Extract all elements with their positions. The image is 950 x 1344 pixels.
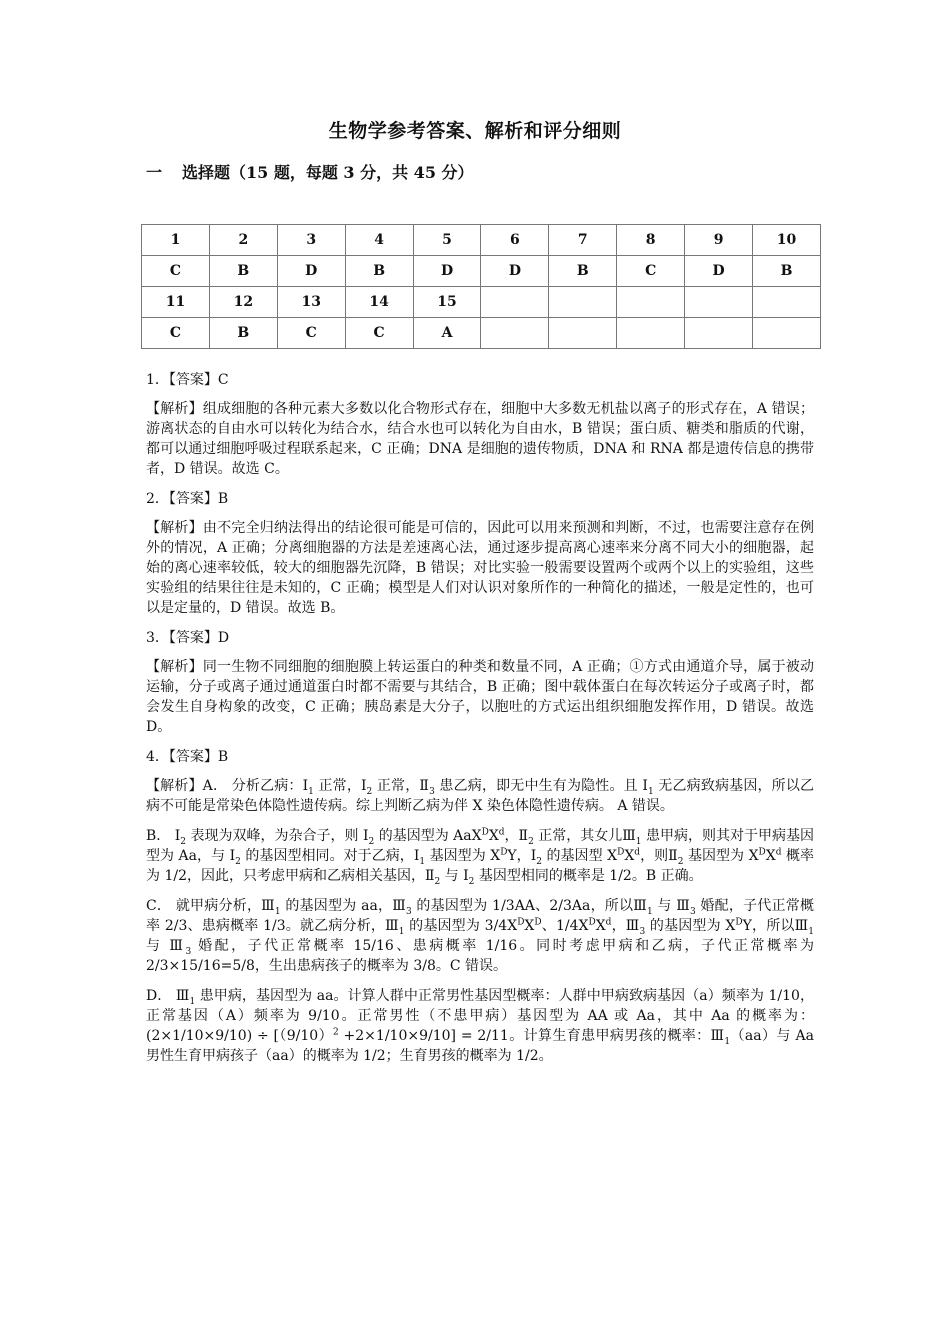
table-row xyxy=(142,287,821,318)
table-cell: C xyxy=(645,263,657,279)
text-run: X xyxy=(765,848,776,864)
table-cell: D xyxy=(508,263,521,279)
text-run: ，Ⅱ xyxy=(504,828,529,844)
superscript: d xyxy=(775,847,782,858)
superscript: D xyxy=(617,847,625,858)
text-run: 婚配，子代正常概率 15/16、患病概率 1/16。同时考虑甲病和乙病，子代正常概率为 2/3×15/16=5/8，生出患病孩子的概率为 3/8。C 错误。 xyxy=(146,938,815,974)
table-cell: C xyxy=(169,263,182,279)
text-run: 的基因型为 1/3AA、2/3Aa，所以Ⅲ xyxy=(411,898,647,914)
subscript: 2 xyxy=(235,856,241,867)
table-cell: C xyxy=(169,325,182,341)
table-cell: C xyxy=(373,325,385,341)
q4-analysis-a xyxy=(146,776,814,816)
subscript: 3 xyxy=(405,906,412,917)
subscript: 1 xyxy=(635,836,642,847)
q1-answer: 1．【答案】C xyxy=(146,372,229,388)
table-cell: C xyxy=(305,325,317,341)
q4-analysis-d xyxy=(146,986,814,1066)
subscript: 1 xyxy=(398,926,405,937)
table-cell: A xyxy=(441,325,453,341)
subscript: 2 xyxy=(434,876,441,887)
text-run: 与 I xyxy=(440,868,469,884)
text-run: 正常，Ⅱ xyxy=(372,778,430,794)
subscript: 1 xyxy=(274,906,281,917)
table-cell: 6 xyxy=(510,232,520,248)
subscript: 2 xyxy=(180,836,187,847)
subscript: 2 xyxy=(468,876,475,887)
table-cell: 3 xyxy=(306,232,317,248)
table-cell: 1 xyxy=(170,232,181,248)
text-run: X xyxy=(488,828,499,844)
text-run: 患乙病，即无中生有为隐性。且 I xyxy=(434,778,648,794)
superscript: d xyxy=(634,847,641,858)
subscript: 1 xyxy=(419,856,426,867)
superscript: 2 xyxy=(332,1027,339,1038)
q3-analysis: 【解析】同一生物不同细胞的细胞膜上转运蛋白的种类和数量不同，A 正确；①方式由通道介导，属于被动运输，分子或离子通过通道蛋白时都不需要与其结合，B 正确；图中载体蛋白在每次转运分子或离子时，都会发生自身构象的改变，C 正确；胰岛素是大分子，以胞吐的方式运出组织细胞发挥作用，D 错误。故选 D。 xyxy=(146,659,814,735)
q2-analysis: 【解析】由不完全归纳法得出的结论很可能是可信的，因此可以用来预测和判断，不过，也需要注意存在例外的情况，A 正确；分离细胞器的方法是差速离心法，通过逐步提高离心速率来分离不同大小的细胞器，起始的离心速率较低，较大的细胞器先沉降，B 错误；对比实验一般需要设置两个或两个以上的实验组，这些实验组的结果往往是未知的，C 正确；模型是人们对认识对象所作的一种简化的描述，一般是定性的，也可以是定量的，D 错误。故选 B。 xyxy=(146,520,814,616)
text-run: B． I xyxy=(146,828,181,844)
superscript: D xyxy=(517,917,525,928)
text-run: C． 就甲病分析，Ⅲ xyxy=(146,898,275,914)
text-run: 的基因型 X xyxy=(542,848,618,864)
superscript: D xyxy=(534,917,542,928)
q2-answer: 2．【答案】B xyxy=(146,491,229,507)
table-row xyxy=(142,225,821,256)
subscript: 3 xyxy=(429,786,435,797)
table-cell: 14 xyxy=(369,294,389,310)
text-run: 基因型为 X xyxy=(425,848,501,864)
subscript: 2 xyxy=(677,856,684,867)
table-cell: 9 xyxy=(713,232,724,248)
text-run: 正常，其女儿Ⅲ xyxy=(533,828,636,844)
text-run: 与 Ⅲ xyxy=(652,898,690,914)
table-cell: 13 xyxy=(301,294,321,310)
q1-analysis: 【解析】组成细胞的各种元素大多数以化合物形式存在，细胞中大多数无机盐以离子的形式存在，A 错误；游离状态的自由水可以转化为结合水，结合水也可以转化为自由水，B 错误；蛋白质、糖类和脂质的代谢，都可以通过细胞呼吸过程联系起来，C 正确；DNA 是细胞的遗传物质，DNA 和 RNA 都是遗传信息的携带者，D 错误。故选 C。 xyxy=(146,401,814,477)
table-cell: B xyxy=(237,263,250,279)
table-cell: 7 xyxy=(577,232,588,248)
text-run: 基因型为 X xyxy=(683,848,759,864)
answer-explanations xyxy=(146,370,814,1076)
subscript: 1 xyxy=(189,996,196,1007)
text-run: Y，所以Ⅲ xyxy=(742,918,809,934)
page-title: 生物学参考答案、解析和评分细则 xyxy=(328,120,622,142)
table-cell: 15 xyxy=(437,294,457,310)
superscript: d xyxy=(605,917,612,928)
superscript: D xyxy=(758,847,766,858)
table-cell: 12 xyxy=(233,294,254,310)
text-run: 的基因型为 X xyxy=(645,918,736,934)
q3-answer: 3．【答案】D xyxy=(146,630,230,646)
table-cell: 8 xyxy=(645,232,656,248)
table-row xyxy=(142,256,821,287)
superscript: D xyxy=(500,847,508,858)
table-cell: B xyxy=(373,263,386,279)
text-run: 的基因型为 AaX xyxy=(374,828,482,844)
superscript: D xyxy=(481,827,489,838)
text-run: 表现为双峰，为杂合子，则 I xyxy=(186,828,369,844)
table-cell: 10 xyxy=(776,232,797,248)
subscript: 3 xyxy=(185,946,192,957)
text-run: Y，I xyxy=(507,848,537,864)
table-cell: D xyxy=(712,263,725,279)
text-run: ，则Ⅱ xyxy=(640,848,678,864)
table-cell: D xyxy=(305,263,318,279)
subscript: 1 xyxy=(646,906,653,917)
superscript: D xyxy=(588,917,596,928)
table-row xyxy=(142,318,821,349)
subscript: 2 xyxy=(366,786,373,797)
subscript: 1 xyxy=(724,1036,731,1047)
superscript: D xyxy=(735,917,743,928)
text-run: X xyxy=(624,848,635,864)
table-cell: D xyxy=(440,263,454,279)
subscript: 2 xyxy=(536,856,542,867)
text-run: 患甲病，则其对于甲病基因型为 Aa，与 I xyxy=(146,828,815,864)
table-cell: B xyxy=(237,325,250,341)
section-label: 选择题（15 题，每题 3 分，共 45 分） xyxy=(182,163,474,182)
text-run: +2×1/10×9/10] = 2/11。计算生育患甲病男孩的概率：Ⅲ xyxy=(338,1028,725,1044)
subscript: 1 xyxy=(308,786,314,797)
text-run: （aa）与 Aa 男性生育甲病孩子（aa）的概率为 1/2；生育男孩的概率为 1/2。 xyxy=(146,1028,814,1064)
text-run: 概率为 1/2，因此，只考虑甲病和乙病相关基因，Ⅱ xyxy=(146,848,815,884)
text-run: 正常，I xyxy=(313,778,367,794)
subscript: 1 xyxy=(808,926,814,937)
table-cell: 11 xyxy=(165,294,186,310)
text-run: 、1/4X xyxy=(541,918,589,934)
text-run: 基因型相同的概率是 1/2。B 正确。 xyxy=(474,868,703,884)
q4-answer: 4．【答案】B xyxy=(146,749,229,765)
q4-analysis-b xyxy=(146,826,814,886)
text-run: 与 Ⅲ xyxy=(146,938,186,954)
text-run: 婚配，子代正常概率 2/3、患病概率 1/3。就乙病分析，Ⅲ xyxy=(146,898,814,934)
superscript: d xyxy=(498,827,505,838)
text-run: ，Ⅲ xyxy=(611,918,640,934)
subscript: 1 xyxy=(647,786,654,797)
answer-table xyxy=(141,224,821,349)
q4-analysis-c xyxy=(146,896,814,976)
text-run: 的基因型为 3/4X xyxy=(404,918,518,934)
subscript: 2 xyxy=(368,836,375,847)
text-run: X xyxy=(595,918,606,934)
table-cell: 5 xyxy=(442,232,452,248)
text-run: 患甲病，基因型为 aa。计算人群中正常男性基因型概率：人群中甲病致病基因（a）频率为 1/10，正常基因（A）频率为 9/10。正常男性（不患甲病）基因型为 AA 或 Aa，其中 Aa 的概率为：(2×1/10×9/10) ÷ [（9/10） xyxy=(146,988,814,1044)
table-cell: 2 xyxy=(238,232,249,248)
text-run: 的基因型相同。对于乙病，I xyxy=(240,848,420,864)
subscript: 3 xyxy=(690,906,696,917)
subscript: 3 xyxy=(639,926,646,937)
text-run: X xyxy=(524,918,535,934)
text-run: 的基因型为 aa，Ⅲ xyxy=(280,898,406,914)
section-number: 一 xyxy=(146,163,163,182)
table-cell: B xyxy=(576,263,589,279)
subscript: 2 xyxy=(528,836,534,847)
section-heading xyxy=(146,160,474,183)
table-cell: B xyxy=(780,263,793,279)
table-cell: 4 xyxy=(374,232,384,248)
text-run: D． Ⅲ xyxy=(146,988,190,1004)
text-run: 【解析】A． 分析乙病：I xyxy=(146,778,309,794)
text-run: 无乙病致病基因，所以乙病不可能是常染色体隐性遗传病。综上判断乙病为伴 X 染色体隐性遗传病。 A 错误。 xyxy=(146,778,814,814)
